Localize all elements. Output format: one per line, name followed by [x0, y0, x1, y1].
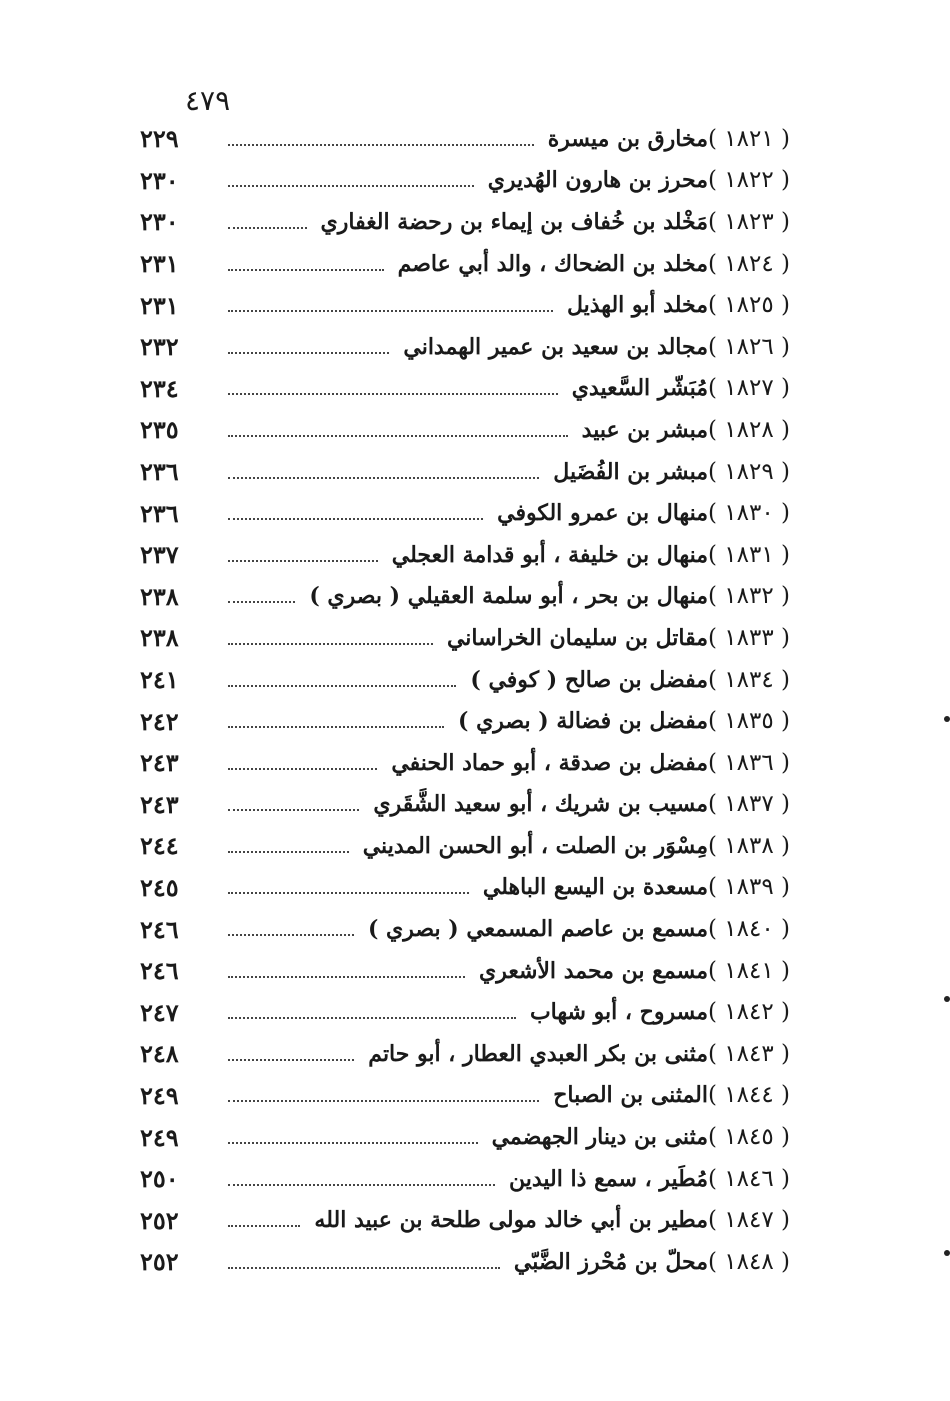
margin-speck — [944, 1250, 950, 1256]
index-entry — [140, 950, 820, 992]
entry-name: مجالد بن سعيد بن عمير الهمداني — [403, 333, 708, 360]
entry-number: ( ١٨٢٦ ) — [708, 333, 791, 360]
entry-page-number: ٢٣٥ — [140, 415, 179, 445]
dot-leader — [228, 144, 534, 146]
entry-name: مُبَشّر السَّعيدي — [571, 375, 708, 402]
entry-page-number: ٢٣١ — [140, 249, 179, 279]
entry-number: ( ١٨٣٧ ) — [708, 791, 791, 818]
entry-page-number: ٢٢٩ — [140, 124, 179, 154]
entry-name: مسمع بن عاصم المسمعي ( بصري ) — [367, 916, 708, 943]
entry-page-number: ٢٤٤ — [140, 831, 179, 861]
entry-number: ( ١٨٤٧ ) — [708, 1207, 791, 1234]
entry-number: ( ١٨٣٢ ) — [708, 583, 791, 610]
index-entry — [140, 617, 820, 659]
index-entry — [140, 1158, 820, 1200]
dot-leader — [228, 477, 539, 479]
entry-number: ( ١٨٢٧ ) — [708, 375, 791, 402]
index-entry — [140, 700, 820, 742]
index-entry — [140, 284, 820, 326]
entry-name: مِسْوَر بن الصلت ، أبو الحسن المديني — [362, 832, 708, 859]
dot-leader — [228, 726, 444, 728]
index-entry — [140, 243, 820, 285]
entry-page-number: ٢٣٢ — [140, 332, 179, 362]
index-entry — [140, 991, 820, 1033]
dot-leader — [228, 1267, 500, 1269]
dot-leader — [228, 1017, 516, 1019]
entry-number: ( ١٨٣٦ ) — [708, 749, 791, 776]
entry-number: ( ١٨٣٩ ) — [708, 874, 791, 901]
entry-name: مخلد أبو الهذيل — [566, 292, 708, 319]
entry-number: ( ١٨٢٨ ) — [708, 416, 791, 443]
index-entry — [140, 326, 820, 368]
entry-page-number: ٢٤١ — [140, 665, 179, 695]
entry-number: ( ١٨٤٢ ) — [708, 999, 791, 1026]
entry-page-number: ٢٤٩ — [140, 1122, 179, 1152]
index-entry — [140, 492, 820, 534]
index-entry — [140, 867, 820, 909]
entry-page-number: ٢٣٨ — [140, 623, 179, 653]
dot-leader — [228, 310, 553, 312]
entry-number: ( ١٨٢٩ ) — [708, 458, 791, 485]
entry-number: ( ١٨٤١ ) — [708, 957, 791, 984]
dot-leader — [228, 269, 384, 271]
index-entry — [140, 784, 820, 826]
entry-name: منهال بن بحر ، أبو سلمة العقيلي ( بصري ) — [309, 583, 708, 610]
entry-name: مفضل بن صدقة ، أبو حماد الحنفي — [391, 749, 708, 776]
entry-number: ( ١٨٣٥ ) — [708, 708, 791, 735]
index-entry — [140, 659, 820, 701]
index-entry — [140, 201, 820, 243]
index-entry — [140, 576, 820, 618]
dot-leader — [228, 643, 433, 645]
entry-page-number: ٢٣٤ — [140, 373, 179, 403]
index-entry — [140, 534, 820, 576]
entry-number: ( ١٨٤٦ ) — [708, 1165, 791, 1192]
dot-leader — [228, 518, 483, 520]
entry-page-number: ٢٥٢ — [140, 1205, 179, 1235]
entry-name: مثنى بن بكر العبدي العطار ، أبو حاتم — [368, 1040, 708, 1067]
entry-number: ( ١٨٢١ ) — [708, 125, 791, 152]
margin-speck — [944, 996, 950, 1002]
index-entry — [140, 825, 820, 867]
entry-number: ( ١٨٣٤ ) — [708, 666, 791, 693]
entry-page-number: ٢٣٠ — [140, 165, 179, 195]
margin-speck — [944, 716, 950, 722]
dot-leader — [228, 934, 354, 936]
entry-number: ( ١٨٢٣ ) — [708, 208, 791, 235]
index-entry — [140, 1075, 820, 1117]
entry-name: مفضل بن صالح ( كوفي ) — [470, 666, 708, 693]
entry-page-number: ٢٤٣ — [140, 789, 179, 819]
index-entry — [140, 908, 820, 950]
entry-number: ( ١٨٣١ ) — [708, 541, 791, 568]
entry-number: ( ١٨٣٨ ) — [708, 832, 791, 859]
entry-page-number: ٢٥٠ — [140, 1164, 179, 1194]
entry-name: منهال بن خليفة ، أبو قدامة العجلي — [391, 541, 708, 568]
entry-number: ( ١٨٤٤ ) — [708, 1082, 791, 1109]
entry-name: مسروح ، أبو شهاب — [529, 999, 708, 1026]
entry-name: مسيب بن شريك ، أبو سعيد الشَّقَري — [373, 791, 708, 818]
index-entry-list — [140, 118, 820, 1283]
dot-leader — [228, 685, 456, 687]
index-entry — [140, 1199, 820, 1241]
dot-leader — [228, 227, 307, 229]
entry-name: مسعدة بن اليسع الباهلي — [482, 874, 708, 901]
page-number: ٤٧٩ — [185, 84, 231, 117]
entry-name: محرز بن هارون الهُديري — [487, 167, 708, 194]
entry-name: مَخْلد بن خُفاف بن إيماء بن رحضة الغفاري — [320, 208, 708, 235]
index-entry — [140, 409, 820, 451]
entry-name: مسمع بن محمد الأشعري — [478, 957, 708, 984]
index-entry — [140, 1241, 820, 1283]
index-entry — [140, 160, 820, 202]
entry-page-number: ٢٣٦ — [140, 498, 179, 528]
dot-leader — [228, 435, 568, 437]
entry-page-number: ٢٤٩ — [140, 1080, 179, 1110]
dot-leader — [228, 1059, 354, 1061]
index-entry — [140, 1033, 820, 1075]
entry-name: منهال بن عمرو الكوفي — [497, 500, 708, 527]
dot-leader — [228, 601, 295, 603]
entry-number: ( ١٨٢٢ ) — [708, 167, 791, 194]
entry-page-number: ٢٤٨ — [140, 1039, 179, 1069]
entry-page-number: ٢٤٢ — [140, 706, 179, 736]
entry-name: مبشر بن عبيد — [581, 416, 708, 443]
entry-name: المثنى بن الصباح — [553, 1082, 708, 1109]
entry-name: مطير بن أبي خالد مولى طلحة بن عبيد الله — [314, 1207, 708, 1234]
index-entry — [140, 118, 820, 160]
entry-page-number: ٢٣٨ — [140, 581, 179, 611]
index-entry — [140, 742, 820, 784]
entry-page-number: ٢٣٠ — [140, 207, 179, 237]
entry-page-number: ٢٣١ — [140, 290, 179, 320]
dot-leader — [228, 185, 474, 187]
entry-page-number: ٢٤٣ — [140, 748, 179, 778]
entry-number: ( ١٨٤٠ ) — [708, 916, 791, 943]
entry-number: ( ١٨٣٣ ) — [708, 624, 791, 651]
dot-leader — [228, 393, 558, 395]
dot-leader — [228, 1184, 495, 1186]
dot-leader — [228, 976, 465, 978]
entry-name: محلّ بن مُحْرز الضَّبّي — [513, 1248, 708, 1275]
entry-page-number: ٢٤٦ — [140, 956, 179, 986]
index-entry — [140, 1116, 820, 1158]
dot-leader — [228, 1100, 539, 1102]
dot-leader — [228, 809, 359, 811]
entry-page-number: ٢٤٥ — [140, 872, 179, 902]
entry-page-number: ٢٤٦ — [140, 914, 179, 944]
dot-leader — [228, 560, 378, 562]
entry-name: مفضل بن فضالة ( بصري ) — [458, 708, 708, 735]
dot-leader — [228, 768, 377, 770]
entry-number: ( ١٨٢٤ ) — [708, 250, 791, 277]
entry-name: مبشر بن الفُضَيل — [553, 458, 708, 485]
entry-number: ( ١٨٢٥ ) — [708, 292, 791, 319]
dot-leader — [228, 851, 349, 853]
entry-name: مخلد بن الضحاك ، والد أبي عاصم — [397, 250, 708, 277]
entry-page-number: ٢٥٢ — [140, 1247, 179, 1277]
entry-page-number: ٢٣٦ — [140, 457, 179, 487]
dot-leader — [228, 892, 469, 894]
index-entry — [140, 451, 820, 493]
entry-page-number: ٢٤٧ — [140, 997, 179, 1027]
entry-name: مثنى بن دينار الجهضمي — [491, 1124, 708, 1151]
entry-number: ( ١٨٤٨ ) — [708, 1248, 791, 1275]
entry-name: مقاتل بن سليمان الخراساني — [446, 624, 708, 651]
entry-page-number: ٢٣٧ — [140, 540, 179, 570]
entry-name: مُطَير ، سمع ذا اليدين — [509, 1165, 708, 1192]
entry-number: ( ١٨٤٥ ) — [708, 1124, 791, 1151]
dot-leader — [228, 1225, 300, 1227]
dot-leader — [228, 352, 389, 354]
dot-leader — [228, 1142, 478, 1144]
entry-number: ( ١٨٣٠ ) — [708, 500, 791, 527]
entry-number: ( ١٨٤٣ ) — [708, 1040, 791, 1067]
entry-name: مخارق بن ميسرة — [547, 125, 708, 152]
index-entry — [140, 368, 820, 410]
